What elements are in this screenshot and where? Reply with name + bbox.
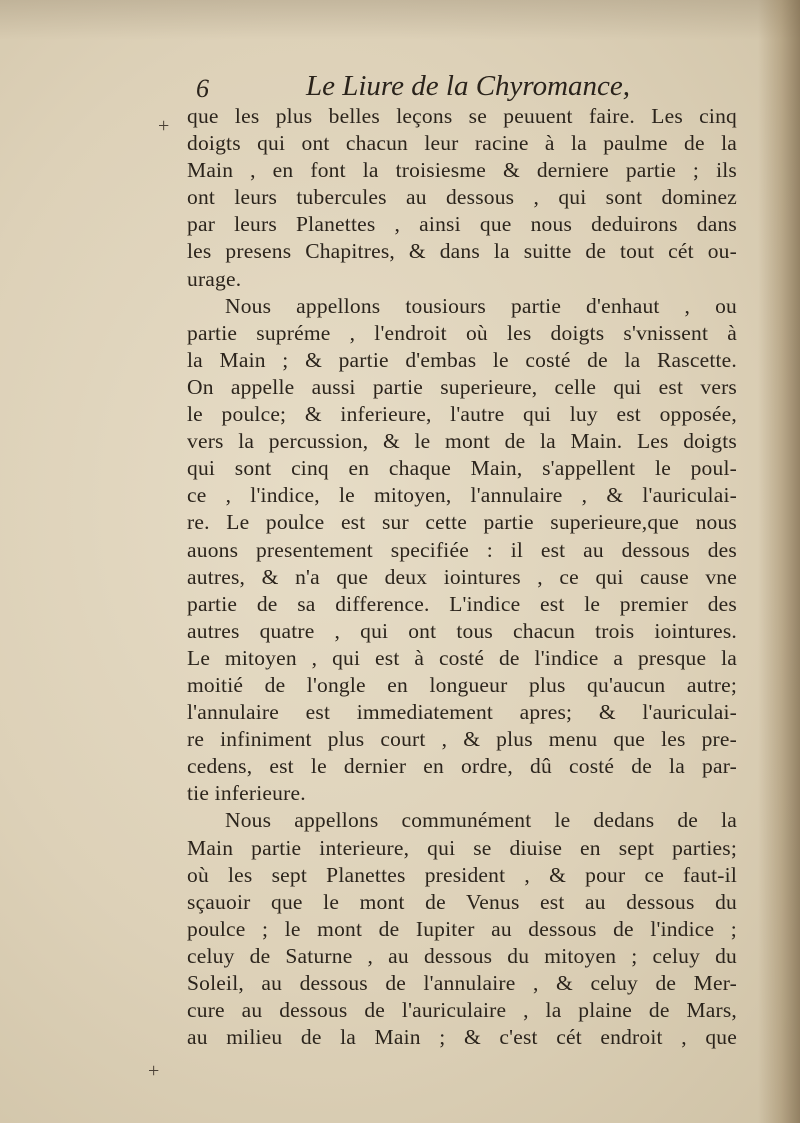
text-line: où les sept Planettes president , & pour ce faut-il [187, 862, 737, 887]
text-line: tie inferieure. [187, 781, 306, 806]
text-line: l'annulaire est immediatement apres; & l'auriculai- [187, 700, 737, 725]
text-line: partie supréme , l'endroit où les doigts s'vnissent à [187, 320, 737, 345]
text-line: le poulce; & inferieure, l'autre qui luy est opposée, [187, 402, 737, 427]
margin-mark-top: + [158, 115, 170, 137]
text-line: autres quatre , qui ont tous chacun trois iointures. [187, 618, 737, 643]
text-line: celuy de Saturne , au dessous du mitoyen ; celuy du [187, 943, 737, 968]
page-gutter-edge [758, 0, 800, 1123]
page-top-shadow [0, 0, 800, 40]
text-line: sçauoir que le mont de Venus est au dessous du [187, 889, 737, 914]
body-text [187, 103, 737, 1051]
text-line: auons presentement specifiée : il est au dessous des [187, 537, 737, 562]
text-line: urage. [187, 266, 242, 291]
text-line: autres, & n'a que deux iointures , ce qui cause vne [187, 564, 737, 589]
text-line: par leurs Planettes , ainsi que nous deduirons dans [187, 212, 737, 237]
text-line: la Main ; & partie d'embas le costé de la Rascette. [187, 347, 737, 372]
margin-mark-bottom: + [148, 1060, 160, 1082]
text-line: Main partie interieure, qui se diuise en sept parties; [187, 835, 737, 860]
page-number: 6 [196, 74, 209, 103]
text-line: qui sont cinq en chaque Main, s'appellent le poul- [187, 456, 737, 481]
text-line: cure au dessous de l'auriculaire , la plaine de Mars, [187, 998, 737, 1023]
text-line: re. Le poulce est sur cette partie superieure,que nous [187, 510, 737, 535]
text-line: moitié de l'ongle en longueur plus qu'aucun autre; [187, 672, 737, 697]
header-title: Le Liure de la Chyromance, [306, 70, 631, 102]
text-line: doigts qui ont chacun leur racine à la paulme de la [187, 131, 737, 156]
text-line: Nous appellons tousiours partie d'enhaut , ou [225, 293, 737, 318]
text-line: au milieu de la Main ; & c'est cét endroit , que [187, 1025, 737, 1050]
text-line: re infiniment plus court , & plus menu que les pre- [187, 727, 737, 752]
text-line: ont leurs tubercules au dessous , qui sont dominez [187, 185, 737, 210]
text-line: vers la percussion, & le mont de la Main. Les doigts [187, 429, 737, 454]
text-line: On appelle aussi partie superieure, celle qui est vers [187, 374, 737, 399]
text-line: que les plus belles leçons se peuuent faire. Les cinq [187, 104, 737, 128]
text-line: poulce ; le mont de Iupiter au dessous de l'indice ; [187, 916, 737, 941]
text-line: Le mitoyen , qui est à costé de l'indice a presque la [187, 645, 737, 670]
text-line: les presens Chapitres, & dans la suitte de tout cét ou- [187, 239, 737, 264]
text-line: partie de sa difference. L'indice est le premier des [187, 591, 737, 616]
text-line: cedens, est le dernier en ordre, dû costé de la par- [187, 754, 737, 779]
text-line: Main , en font la troisiesme & derniere partie ; ils [187, 158, 737, 183]
text-line: ce , l'indice, le mitoyen, l'annulaire , & l'auriculai- [187, 483, 737, 508]
text-line: Soleil, au dessous de l'annulaire , & celuy de Mer- [187, 971, 737, 995]
text-line: Nous appellons communément le dedans de la [225, 808, 737, 833]
